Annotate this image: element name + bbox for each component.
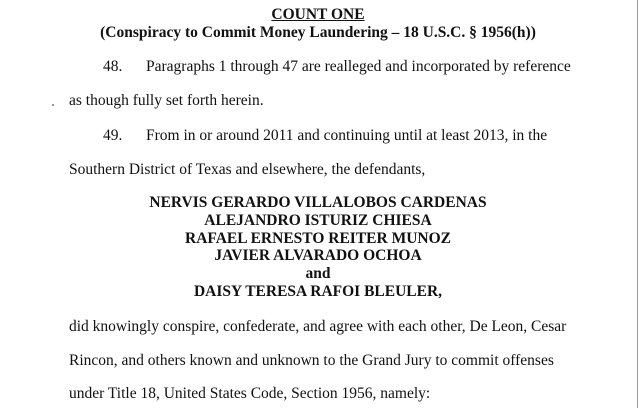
count-subtitle: (Conspiracy to Commit Money Laundering – 18 U.S.C. § 1956(h)) bbox=[100, 24, 536, 41]
defendant-name: DAISY TERESA RAFOI BLEULER, bbox=[193, 283, 443, 300]
paragraph-48-number: 48. bbox=[103, 58, 123, 75]
defendant-name: ALEJANDRO ISTURIZ CHIESA bbox=[204, 212, 432, 229]
continuation-line-3: under Title 18, United States Code, Section 1956, namely: bbox=[69, 385, 431, 402]
paragraph-48-line-1: Paragraphs 1 through 47 are realleged and incorporated by reference bbox=[146, 58, 571, 75]
continuation-line-2: Rincon, and others known and unknown to the Grand Jury to commit offenses bbox=[69, 352, 554, 369]
defendant-name: JAVIER ALVARADO OCHOA bbox=[214, 247, 422, 264]
page-edge-divider bbox=[637, 0, 638, 408]
defendant-name: NERVIS GERARDO VILLALOBOS CARDENAS bbox=[149, 194, 487, 211]
continuation-line-1: did knowingly conspire, confederate, and agree with each other, De Leon, Cesar bbox=[69, 318, 567, 335]
paragraph-49-line-2: Southern District of Texas and elsewhere, the defendants, bbox=[69, 161, 426, 178]
conjunction-and: and bbox=[305, 265, 331, 282]
paragraph-48-line-2: as though fully set forth herein. bbox=[69, 92, 264, 109]
paragraph-49-line-1: From in or around 2011 and continuing until at least 2013, in the bbox=[146, 127, 548, 144]
paragraph-49-number: 49. bbox=[103, 127, 123, 144]
scan-speck bbox=[52, 104, 54, 106]
count-title: COUNT ONE bbox=[271, 6, 365, 23]
defendant-name: RAFAEL ERNESTO REITER MUNOZ bbox=[185, 230, 451, 247]
